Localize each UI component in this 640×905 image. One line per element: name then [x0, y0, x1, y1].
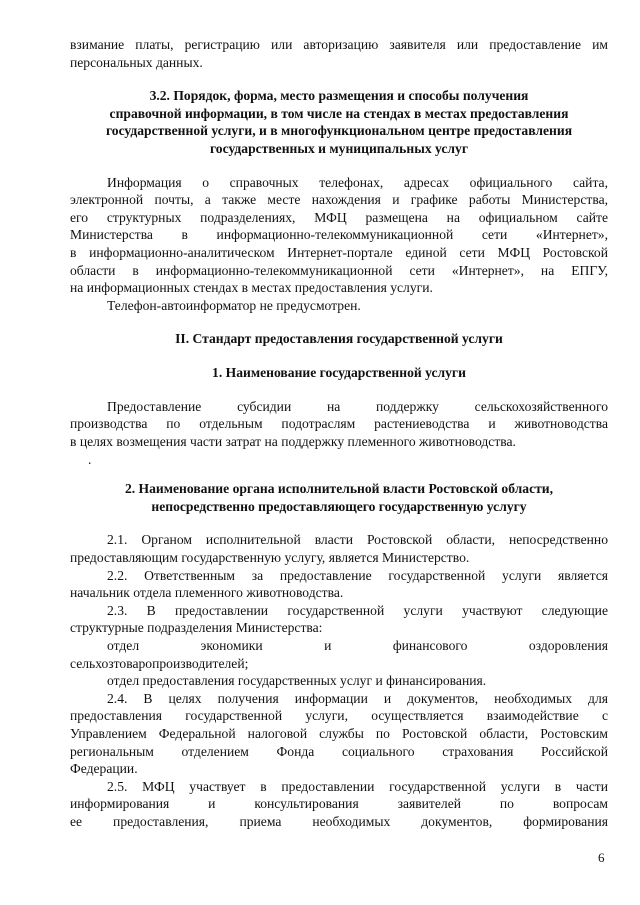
paragraph-line: начальник отдела племенного животноводства. — [70, 585, 344, 601]
section-2-heading — [70, 480, 608, 515]
paragraph-info-sources — [70, 174, 608, 297]
paragraph-line: структурные подразделения Министерства: — [70, 620, 323, 636]
page-content — [70, 36, 608, 831]
paragraph-line: сельхозтоваропроизводителей; — [70, 655, 249, 671]
paragraph-line: 2.5. МФЦ участвует в предоставлении государственной услуги в части — [107, 778, 608, 794]
part-2-heading: II. Стандарт предоставления государственной услуги — [175, 331, 503, 347]
paragraph-line: 2.3. В предоставлении государственной услуги участвуют следующие — [107, 602, 608, 618]
paragraph-line: предоставляющим государственную услугу, является Министерство. — [70, 550, 470, 566]
paragraph-line: Предоставление субсидии на поддержку сельскохозяйственного — [107, 398, 608, 414]
intro-line: взимание платы, регистрацию или авторизацию заявителя или предоставление им — [70, 37, 608, 52]
paragraph-line: региональным отделением Фонда социального страхования Российской — [70, 743, 608, 759]
department-item — [70, 637, 608, 672]
paragraph-line: Федерации. — [70, 761, 138, 777]
section-3-2-heading — [70, 87, 608, 157]
heading-line: непосредственно предоставляющего государственную услугу — [151, 498, 527, 514]
paragraph-autoinformer: Телефон-автоинформатор не предусмотрен. — [107, 297, 361, 313]
paragraph-line: ее предоставления, приема необходимых документов, формирования — [70, 813, 608, 829]
department-item: отдел предоставления государственных услуг и финансирования. — [107, 673, 487, 689]
heading-line: 3.2. Порядок, форма, место размещения и способы получения — [149, 88, 529, 104]
intro-line: персональных данных. — [70, 54, 203, 70]
paragraph-line: Информация о справочных телефонах, адресах официального сайта, — [107, 174, 608, 190]
paragraph-line: предоставления государственной услуги, осуществляется взаимодействие с — [70, 708, 608, 724]
paragraph-line: производства по отдельным подотраслям растениеводства и животноводства — [70, 416, 608, 432]
paragraph-2-2 — [70, 567, 608, 602]
heading-line: государственных и муниципальных услуг — [209, 140, 469, 156]
paragraph-line: в целях возмещения части затрат на поддержку племенного животноводства. — [70, 433, 516, 449]
paragraph-2-3 — [70, 602, 608, 637]
section-1-heading: 1. Наименование государственной услуги — [212, 364, 466, 380]
heading-line: государственной услуги, и в многофункциональном центре предоставления — [105, 123, 573, 139]
paragraph-line: 2.4. В целях получения информации и документов, необходимых для — [107, 690, 608, 706]
paragraph-line: в информационно-аналитическом Интернет-портале единой сети МФЦ Ростовской — [70, 244, 608, 260]
paragraph-line: его структурных подразделениях, МФЦ размещена на официальном сайте — [70, 209, 608, 225]
paragraph-line: на информационных стендах в местах предоставления услуги. — [70, 280, 433, 296]
paragraph-line: информирования и консультирования заявителей по вопросам — [70, 796, 608, 812]
paragraph-line: электронной почты, а также месте нахождения и графике работы Министерства, — [70, 192, 608, 208]
paragraph-line: области в информационно-телекоммуникационной сети «Интернет», на ЕПГУ, — [70, 262, 608, 278]
paragraph-service-name — [70, 398, 608, 451]
paragraph-line: Министерства в информационно-телекоммуникационной сети «Интернет», — [70, 227, 608, 243]
paragraph-line: 2.1. Органом исполнительной власти Ростовской области, непосредственно — [107, 532, 608, 548]
paragraph-line: Управлением Федеральной налоговой службы по Ростовской области, Ростовским — [70, 726, 608, 741]
paragraph-line: 2.2. Ответственным за предоставление государственной услуги является — [107, 567, 608, 583]
page-number: 6 — [598, 850, 605, 865]
heading-line: справочной информации, в том числе на стендах в местах предоставления — [109, 105, 569, 121]
heading-line: 2. Наименование органа исполнительной власти Ростовской области, — [124, 481, 554, 497]
paragraph-2-4 — [70, 690, 608, 778]
paragraph-2-5 — [70, 778, 608, 831]
paragraph-2-1 — [70, 531, 608, 566]
paragraph-line: отдел экономики и финансового оздоровления — [107, 638, 608, 654]
stray-mark: . — [88, 452, 92, 468]
